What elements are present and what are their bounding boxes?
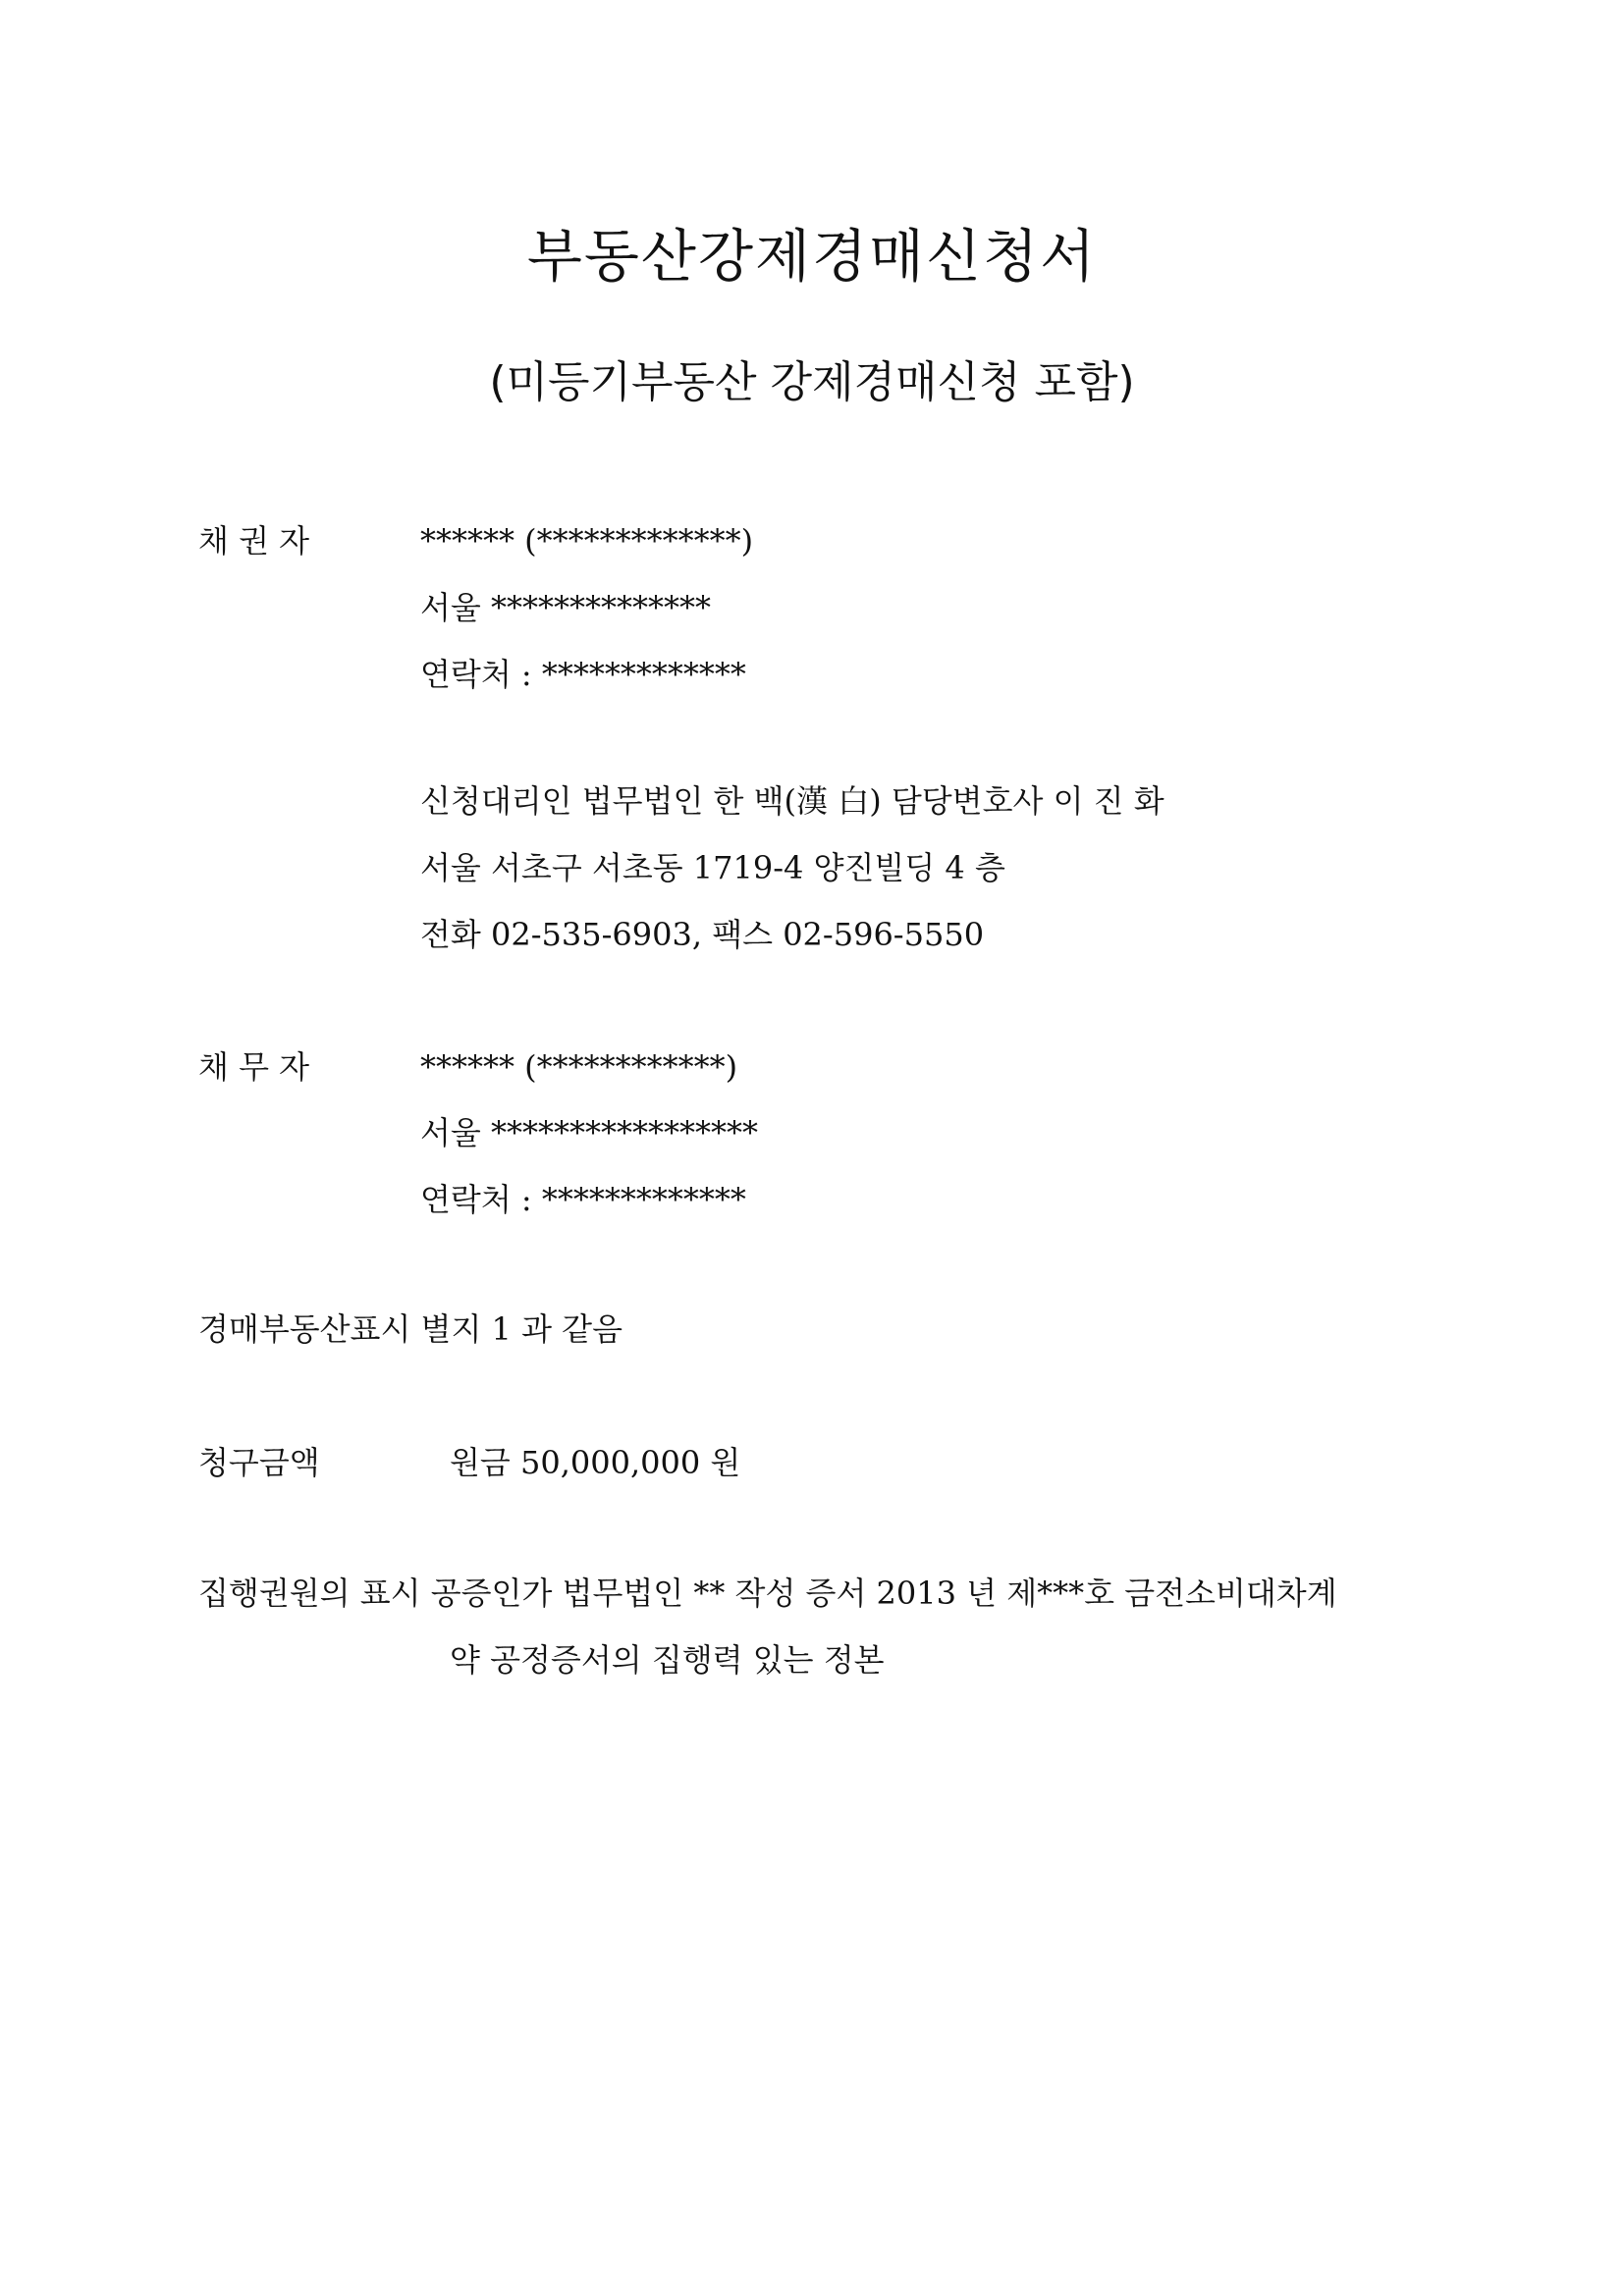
execution-title-line-2: 약 공정증서의 집행력 있는 정본 xyxy=(450,1641,885,1679)
debtor-address: 서울 ***************** xyxy=(420,1114,758,1151)
creditor-contact: 연락처 : ************* xyxy=(420,656,746,693)
agent-line-2: 서울 서초구 서초동 1719-4 양진빌딩 4 층 xyxy=(420,849,1005,886)
debtor-label: 채 무 자 xyxy=(198,1048,310,1086)
agent-line-3: 전화 02-535-6903, 팩스 02-596-5550 xyxy=(420,916,985,953)
creditor-label: 채 권 자 xyxy=(198,522,310,560)
debtor-contact: 연락처 : ************* xyxy=(420,1181,746,1218)
property-description: 경매부동산표시 별지 1 과 같음 xyxy=(198,1310,623,1348)
agent-line-1: 신청대리인 법무법인 한 백(漢 白) 담당변호사 이 진 화 xyxy=(420,782,1164,820)
claim-value: 원금 50,000,000 원 xyxy=(450,1444,741,1481)
creditor-name: ****** (*************) xyxy=(420,522,754,560)
execution-title-line-1: 집행권원의 표시 공증인가 법무법인 ** 작성 증서 2013 년 제***호 금전소비대차계 xyxy=(198,1575,1337,1612)
creditor-address: 서울 ************** xyxy=(420,589,711,626)
document-title: 부동산강제경매신청서 xyxy=(526,223,1098,290)
document-subtitle: (미등기부동산 강제경매신청 포함) xyxy=(489,357,1135,407)
debtor-name: ****** (************) xyxy=(420,1048,738,1086)
claim-label: 청구금액 xyxy=(198,1444,320,1481)
